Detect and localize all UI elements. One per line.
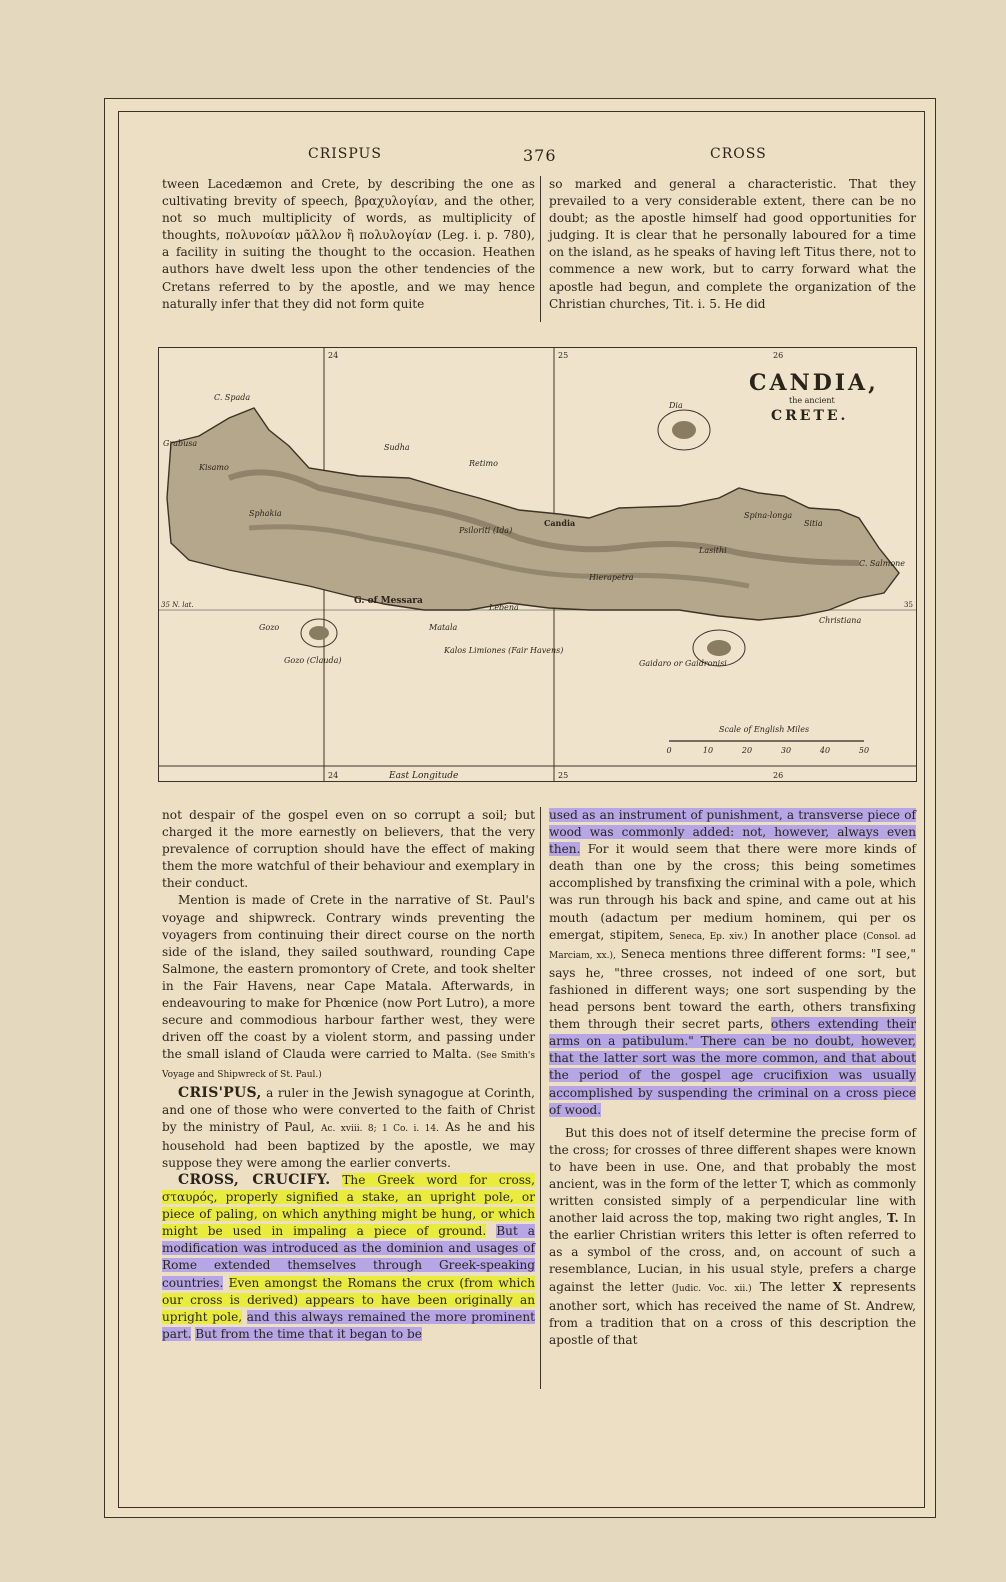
- place-label: C. Spada: [214, 393, 251, 402]
- place-label: Candia: [544, 518, 576, 528]
- lon-top-25: 25: [558, 351, 569, 360]
- place-label: Lasithi: [699, 546, 727, 555]
- left-paragraph-2: [162, 892, 535, 1084]
- right-p2-text: But this does not of itself determine the precise form of the cross; for crosses of three different shapes were known to have been in use. One, and that probably the most ancient, was in the form of the letter T, which as commonly written consisted simply of a perpendicular line with another laid across the top, making two right angles,: [549, 1125, 916, 1226]
- place-label: Gozo (Clauda): [284, 656, 342, 665]
- lon-top-26: 26: [773, 351, 784, 360]
- lon-top-24: 24: [328, 351, 339, 360]
- left-p3-end: As he and his household had been baptized by the apostle, we may suppose they were among the earlier converts.: [162, 1119, 535, 1170]
- right-p2-text-3: The letter: [759, 1279, 825, 1294]
- lon-bottom-25: 25: [558, 771, 569, 780]
- place-label: G. of Messara: [354, 596, 423, 606]
- place-label: Hierapetra: [589, 573, 634, 582]
- map-title: CANDIA,: [749, 370, 879, 396]
- right-p2-text-2: In the earlier Christian writers this letter is often referred to as a symbol of the cross, and, on account of such a resemblance, Lucian, in his usual style, prefers a charge against the letter: [549, 1211, 916, 1294]
- place-label: Sphakia: [249, 509, 282, 518]
- left-p2-reference: (See Smith's Voyage and Shipwreck of St. Paul.): [162, 1051, 535, 1081]
- scale-tick: 0: [666, 746, 672, 755]
- top-right-column: [549, 176, 916, 313]
- lat-left: 35 N. lat.: [161, 601, 194, 609]
- entry-term-cross: CROSS, CRUCIFY.: [178, 1171, 331, 1188]
- highlight-yellow-2: σταυρός, properly signified a stake, an upright pole, or piece of paling, on which anything might be hung, or which might be used in impaling a piece of ground.: [162, 1190, 535, 1239]
- scale-tick: 10: [702, 746, 714, 755]
- scale-tick: 50: [858, 746, 870, 755]
- scale-tick: 30: [780, 746, 792, 755]
- left-p2-text: Mention is made of Crete in the narrative of St. Paul's voyage and shipwreck. Contrary winds preventing the voyagers from continuing their direct course on the north side of the island, they sailed southward, rounding Cape Salmone, the eastern promontory of Crete, and took shelter in the Fair Havens, near Cape Matala. Afterwards, in endeavouring to make for Phœnice (now Port Lutro), a more secure and commodious harbour farther west, they were driven off the coast by a violent storm, and passing under the small island of Clauda were carried to Malta.: [162, 893, 535, 1062]
- place-label: Gaidaro or Gaidronisi: [639, 659, 727, 668]
- header-left: CRISPUS: [308, 146, 382, 162]
- lon-bottom-label: East Longitude: [389, 771, 459, 781]
- place-label: Sitia: [804, 519, 823, 528]
- scale-label: Scale of English Miles: [719, 725, 810, 734]
- left-paragraph-3: [162, 1085, 535, 1172]
- place-label: Kalos Limiones (Fair Havens): [444, 646, 564, 655]
- left-paragraph-4: [162, 1172, 535, 1343]
- place-label: Matala: [429, 623, 458, 632]
- left-paragraph-1: [162, 807, 535, 892]
- place-label: Grabusa: [163, 439, 198, 448]
- map-subtitle: CRETE.: [771, 408, 849, 424]
- right-p1-reference-1: Seneca, Ep. xiv.): [669, 931, 748, 942]
- highlight-yellow-3: Even amongst the Romans the crux (from which our cross is derived) appears to have been originally an upright pole,: [162, 1275, 535, 1324]
- highlight-purple-3: But from the time that it began to be: [195, 1326, 422, 1341]
- scale-tick: 40: [819, 746, 831, 755]
- top-left-text: tween Lacedæmon and Crete, by describing the one as cultivating brevity of speech, βραχυλογίαν, and the other, not so much multiplicity of words, as multiplicity of thoughts, πολυνοίαν μᾶλλον ἢ πολυλογίαν (Leg. i. p. 780), a facility in suiting the thought to the occasion. Heathen authors have dwelt less upon the other tendencies of the Cretans referred to by the apostle, and we may hence naturally infer that they did not form quite: [162, 177, 535, 311]
- scale-tick: 20: [741, 746, 753, 755]
- place-label: Christiana: [819, 616, 862, 625]
- right-paragraph-1: [549, 807, 916, 1119]
- place-label: C. Salmone: [859, 559, 906, 568]
- running-header: [158, 146, 918, 170]
- bottom-left-column: [162, 807, 535, 1343]
- right-p1-text-3: Seneca mentions three different forms: "I see," says he, "three crosses, not indeed of one sort, but fashioned in different ways; one sort suspending by the head persons bent toward the earth, others transfixing them through their secret parts,: [549, 946, 916, 1032]
- highlight-purple-2: and this always remained the more prominent part.: [162, 1309, 535, 1341]
- lon-bottom-26: 26: [773, 771, 784, 780]
- place-label: Dia: [669, 401, 683, 410]
- header-right: CROSS: [710, 146, 767, 162]
- entry-term-crispus: CRIS'PUS,: [178, 1084, 262, 1101]
- map-subtitle-small: the ancient: [789, 396, 835, 405]
- place-label: Psiloriti (Ida): [459, 526, 513, 535]
- highlight-purple-4: used as an instrument of punishment, a transverse piece of wood was commonly added: not, however, always even then.: [549, 808, 916, 857]
- place-label: Gozo: [259, 623, 280, 632]
- place-label: Lebena: [489, 603, 519, 612]
- place-label: Retimo: [469, 459, 498, 468]
- top-left-column: [162, 176, 535, 313]
- lat-right: 35: [904, 601, 913, 609]
- column-rule-top: [540, 176, 541, 322]
- right-p2-text-4: represents another sort, which has received the name of St. Andrew, from a tradition that on a cross of this description the apostle of that: [549, 1279, 916, 1347]
- place-label: Spina-longa: [744, 511, 793, 520]
- place-label: Sudha: [384, 443, 410, 452]
- column-rule-bottom: [540, 807, 541, 1389]
- highlight-purple-1: But a modification was introduced as the dominion and usages of Rome extended themselves through Greek-speaking countries.: [162, 1224, 535, 1290]
- left-p3-reference: Ac. xviii. 8; 1 Co. i. 14.: [321, 1123, 439, 1134]
- page-number: 376: [523, 146, 557, 165]
- right-p1-reference-2: (Consol. ad Marciam, xx.),: [549, 931, 917, 961]
- right-p1-text: For it would seem that there were more kinds of death than one by the cross; this being sometimes accomplished by transfixing the criminal with a pole, which was run through his back and spine, and came out at his mouth (adactum per medium hominem, qui per os emergat, stipitem,: [549, 842, 916, 942]
- right-paragraph-2: [549, 1125, 916, 1349]
- bottom-right-column: [549, 807, 916, 1349]
- right-p2-reference: (Judic. Voc. xii.): [671, 1283, 752, 1294]
- lon-bottom-24: 24: [328, 771, 339, 780]
- highlight-yellow-1: The Greek word for cross,: [342, 1172, 535, 1187]
- right-p1-text-2: In another place: [753, 927, 858, 942]
- letter-t-glyph: T.: [887, 1211, 899, 1226]
- map-of-crete: [158, 347, 917, 782]
- left-p3-text: a ruler in the Jewish synagogue at Corinth, and one of those who were converted to the faith of Christ by the ministry of Paul,: [162, 1085, 535, 1134]
- left-p1-text: not despair of the gospel even on so corrupt a soil; but charged it the more earnestly on believers, that the very prevalence of corruption should have the effect of making them the more watchful of their behaviour and exemplary in their conduct.: [162, 808, 535, 891]
- highlight-purple-5: others extending their arms on a patibulum." There can be no doubt, however, that the latter sort was the more common, and that about the period of the gospel age crucifixion was usually accomplished by suspending the criminal on a cross piece of wood.: [549, 1017, 916, 1117]
- place-label: Kisamo: [199, 463, 229, 472]
- letter-x-glyph: X: [832, 1279, 843, 1294]
- top-right-text: so marked and general a characteristic. That they prevailed to a very considerable extent, there can be no doubt; as the apostle himself had good opportunities for judging. It is clear that he personally laboured for a time on the island, as he speaks of having left Titus there, not to commence a new work, but to carry forward what the apostle had begun, and complete the organization of the Christian churches, Tit. i. 5. He did: [549, 177, 916, 311]
